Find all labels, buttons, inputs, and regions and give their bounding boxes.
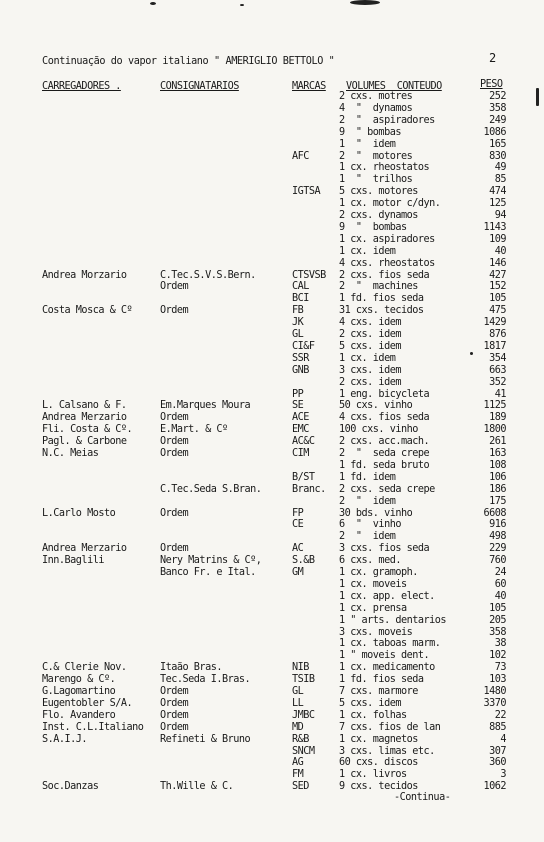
table-row	[0, 281, 544, 293]
row-peso: 354	[489, 353, 506, 364]
row-volumes: 30 bds. vinho	[339, 508, 413, 519]
table-row	[0, 293, 544, 305]
row-marca: CTSVSB	[292, 270, 326, 281]
row-volumes: 1 cx. app. elect.	[339, 591, 435, 602]
table-row	[0, 484, 544, 496]
row-volumes: 2 " motores	[339, 151, 413, 162]
row-marca: SSR	[292, 353, 309, 364]
row-consignatario: Em.Marques Moura	[160, 400, 251, 411]
row-consignatario: Nery Matrins & Cº,	[160, 555, 262, 566]
row-carregador: Flo. Avandero	[42, 710, 116, 721]
table-row	[0, 567, 544, 579]
footer-continua: -Continua-	[394, 792, 451, 803]
row-marca: PP	[292, 389, 304, 400]
table-row	[0, 603, 544, 615]
row-marca: JK	[292, 317, 304, 328]
table-row	[0, 555, 544, 567]
row-marca: R&B	[292, 734, 309, 745]
row-marca: AC&C	[292, 436, 315, 447]
row-volumes: 1 fd. fios seda	[339, 674, 424, 685]
row-peso: 85	[494, 174, 506, 185]
row-carregador: L.Carlo Mosto	[42, 508, 116, 519]
table-row	[0, 186, 544, 198]
row-volumes: 1 cx. livros	[339, 769, 407, 780]
row-consignatario: C.Tec.Seda S.Bran.	[160, 484, 262, 495]
row-peso: 1143	[483, 222, 506, 233]
row-peso: 249	[489, 115, 506, 126]
row-peso: 885	[489, 722, 506, 733]
row-marca: AC	[292, 543, 304, 554]
row-peso: 94	[494, 210, 506, 221]
row-marca: NIB	[292, 662, 309, 673]
row-peso: 49	[494, 162, 506, 173]
row-consignatario: Banco Fr. e Ital.	[160, 567, 256, 578]
row-marca: GNB	[292, 365, 309, 376]
row-volumes: 1 cx. taboas marm.	[339, 638, 441, 649]
header-peso: PESO	[480, 79, 503, 90]
row-carregador: N.C. Meias	[42, 448, 99, 459]
row-peso: 22	[494, 710, 506, 721]
row-peso: 3	[500, 769, 506, 780]
row-consignatario: E.Mart. & Cº	[160, 424, 228, 435]
scan-speck	[350, 0, 380, 5]
row-volumes: 31 cxs. tecidos	[339, 305, 424, 316]
row-peso: 40	[494, 246, 506, 257]
table-row	[0, 519, 544, 531]
row-peso: 105	[489, 603, 506, 614]
row-peso: 358	[489, 627, 506, 638]
table-row	[0, 698, 544, 710]
row-peso: 1086	[483, 127, 506, 138]
row-peso: 1800	[483, 424, 506, 435]
scan-speck	[150, 2, 156, 5]
table-row	[0, 127, 544, 139]
row-carregador: Andrea Morzario	[42, 270, 127, 281]
row-peso: 60	[494, 579, 506, 590]
row-marca: FP	[292, 508, 304, 519]
table-row	[0, 638, 544, 650]
table-row	[0, 591, 544, 603]
table-row	[0, 412, 544, 424]
row-volumes: 1 fd. fios seda	[339, 293, 424, 304]
row-peso: 163	[489, 448, 506, 459]
row-carregador: Marengo & Cº.	[42, 674, 116, 685]
row-carregador: Soc.Danzas	[42, 781, 99, 792]
row-peso: 3370	[483, 698, 506, 709]
row-volumes: 2 cxs. fios seda	[339, 270, 430, 281]
row-volumes: 1 cx. gramoph.	[339, 567, 418, 578]
row-volumes: 3 cxs. moveis	[339, 627, 413, 638]
row-consignatario: Refineti & Bruno	[160, 734, 251, 745]
row-peso: 916	[489, 519, 506, 530]
table-row	[0, 115, 544, 127]
row-peso: 189	[489, 412, 506, 423]
row-consignatario: Ordem	[160, 722, 189, 733]
row-volumes: 60 cxs. discos	[339, 757, 418, 768]
row-peso: 4	[500, 734, 506, 745]
row-peso: 109	[489, 234, 506, 245]
row-peso: 358	[489, 103, 506, 114]
table-row	[0, 139, 544, 151]
row-marca: GL	[292, 329, 304, 340]
row-volumes: 1 cx. rheostatos	[339, 162, 430, 173]
row-marca: JMBC	[292, 710, 315, 721]
row-marca: TSIB	[292, 674, 315, 685]
table-row	[0, 377, 544, 389]
row-marca: GL	[292, 686, 304, 697]
row-volumes: 5 cxs. idem	[339, 341, 401, 352]
table-row	[0, 615, 544, 627]
row-peso: 165	[489, 139, 506, 150]
row-consignatario: Ordem	[160, 710, 189, 721]
row-volumes: 2 cxs. idem	[339, 329, 401, 340]
row-peso: 205	[489, 615, 506, 626]
row-marca: IGTSA	[292, 186, 321, 197]
table-row	[0, 472, 544, 484]
table-row	[0, 436, 544, 448]
row-carregador: Andrea Merzario	[42, 412, 127, 423]
table-row	[0, 91, 544, 103]
header-carregadores: CARREGADORES .	[42, 81, 121, 92]
table-row	[0, 234, 544, 246]
row-volumes: 1 cx. aspiradores	[339, 234, 435, 245]
row-volumes: 2 " idem	[339, 531, 396, 542]
row-peso: 1062	[483, 781, 506, 792]
row-marca: BCI	[292, 293, 309, 304]
row-volumes: 3 cxs. fios seda	[339, 543, 430, 554]
row-marca: AFC	[292, 151, 309, 162]
page-number: 2	[489, 51, 497, 65]
row-carregador: Pagl. & Carbone	[42, 436, 127, 447]
header-volumes-conteudo: VOLUMES CONTEUDO	[346, 81, 442, 92]
row-peso: 876	[489, 329, 506, 340]
table-row	[0, 686, 544, 698]
row-volumes: 6 cxs. med.	[339, 555, 401, 566]
row-peso: 103	[489, 674, 506, 685]
row-consignatario: Ordem	[160, 281, 189, 292]
scan-speck	[240, 4, 244, 6]
table-row	[0, 424, 544, 436]
row-volumes: 2 cxs. seda crepe	[339, 484, 435, 495]
row-volumes: 2 " idem	[339, 496, 396, 507]
row-peso: 760	[489, 555, 506, 566]
row-consignatario: Ordem	[160, 508, 189, 519]
row-volumes: 1 " idem	[339, 139, 396, 150]
row-volumes: 1 cx. moveis	[339, 579, 407, 590]
row-consignatario: Th.Wille & C.	[160, 781, 234, 792]
header-consignatarios: CONSIGNATARIOS	[160, 81, 239, 92]
table-row	[0, 650, 544, 662]
header-marcas: MARCAS	[292, 81, 326, 92]
row-marca: AG	[292, 757, 304, 768]
row-volumes: 1 cx. idem	[339, 246, 396, 257]
row-peso: 102	[489, 650, 506, 661]
table-row	[0, 246, 544, 258]
table-row	[0, 341, 544, 353]
row-volumes: 4 cxs. idem	[339, 317, 401, 328]
row-peso: 427	[489, 270, 506, 281]
row-peso: 6608	[483, 508, 506, 519]
row-consignatario: Ordem	[160, 543, 189, 554]
table-row	[0, 198, 544, 210]
row-peso: 307	[489, 746, 506, 757]
row-peso: 175	[489, 496, 506, 507]
row-volumes: 6 " vinho	[339, 519, 401, 530]
row-volumes: 2 cxs. idem	[339, 377, 401, 388]
row-marca: FM	[292, 769, 304, 780]
table-row	[0, 162, 544, 174]
row-volumes: 1 cx. prensa	[339, 603, 407, 614]
row-marca: CI&F	[292, 341, 315, 352]
row-volumes: 9 " bombas	[339, 127, 401, 138]
table-row	[0, 531, 544, 543]
row-marca: B/ST	[292, 472, 315, 483]
row-carregador: Fli. Costa & Cº.	[42, 424, 133, 435]
row-consignatario: Ordem	[160, 412, 189, 423]
table-row	[0, 579, 544, 591]
row-volumes: 1 cx. medicamento	[339, 662, 435, 673]
row-peso: 40	[494, 591, 506, 602]
row-peso: 106	[489, 472, 506, 483]
row-volumes: 5 cxs. idem	[339, 698, 401, 709]
table-row	[0, 174, 544, 186]
table-row	[0, 317, 544, 329]
row-volumes: 1 " arts. dentarios	[339, 615, 447, 626]
row-volumes: 1 eng. bicycleta	[339, 389, 430, 400]
row-consignatario: Ordem	[160, 686, 189, 697]
table-row	[0, 496, 544, 508]
row-volumes: 7 cxs. marmore	[339, 686, 418, 697]
table-row	[0, 674, 544, 686]
row-marca: LL	[292, 698, 304, 709]
row-volumes: 2 " seda crepe	[339, 448, 430, 459]
row-peso: 663	[489, 365, 506, 376]
table-row	[0, 543, 544, 555]
row-volumes: 1 cx. magnetos	[339, 734, 418, 745]
row-peso: 475	[489, 305, 506, 316]
row-carregador: C.& Clerie Nov.	[42, 662, 127, 673]
row-volumes: 1 " trilhos	[339, 174, 413, 185]
table-row	[0, 448, 544, 460]
table-row	[0, 353, 544, 365]
row-marca: ACE	[292, 412, 309, 423]
row-peso: 152	[489, 281, 506, 292]
row-marca: FB	[292, 305, 304, 316]
row-marca: CE	[292, 519, 304, 530]
table-row	[0, 258, 544, 270]
row-peso: 229	[489, 543, 506, 554]
row-peso: 1480	[483, 686, 506, 697]
row-peso: 498	[489, 531, 506, 542]
row-peso: 41	[494, 389, 506, 400]
table-row	[0, 710, 544, 722]
row-volumes: 1 cx. idem	[339, 353, 396, 364]
row-peso: 830	[489, 151, 506, 162]
table-row	[0, 781, 544, 793]
row-volumes: 2 cxs. motres	[339, 91, 413, 102]
row-marca: CIM	[292, 448, 309, 459]
row-peso: 261	[489, 436, 506, 447]
row-peso: 252	[489, 91, 506, 102]
row-volumes: 50 cxs. vinho	[339, 400, 413, 411]
row-carregador: Eugentobler S/A.	[42, 698, 133, 709]
row-peso: 474	[489, 186, 506, 197]
row-marca: S.&B	[292, 555, 315, 566]
row-volumes: 2 cxs. dynamos	[339, 210, 418, 221]
row-volumes: 2 " machines	[339, 281, 418, 292]
row-volumes: 1 " moveis dent.	[339, 650, 430, 661]
table-row	[0, 460, 544, 472]
row-volumes: 2 " aspiradores	[339, 115, 435, 126]
table-row	[0, 722, 544, 734]
row-carregador: Inst. C.L.Italiano	[42, 722, 144, 733]
table-row	[0, 400, 544, 412]
row-peso: 73	[494, 662, 506, 673]
row-volumes: 1 cx. folhas	[339, 710, 407, 721]
row-marca: SNCM	[292, 746, 315, 757]
row-carregador: Costa Mosca & Cº	[42, 305, 133, 316]
row-marca: CAL	[292, 281, 309, 292]
table-row	[0, 734, 544, 746]
row-volumes: 2 cxs. acc.mach.	[339, 436, 430, 447]
table-row	[0, 757, 544, 769]
row-consignatario: C.Tec.S.V.S.Bern.	[160, 270, 256, 281]
table-row	[0, 305, 544, 317]
table-row	[0, 103, 544, 115]
row-consignatario: Ordem	[160, 448, 189, 459]
row-carregador: L. Calsano & F.	[42, 400, 127, 411]
row-volumes: 1 fd. idem	[339, 472, 396, 483]
row-volumes: 4 " dynamos	[339, 103, 413, 114]
row-marca: SED	[292, 781, 309, 792]
row-peso: 105	[489, 293, 506, 304]
row-marca: EMC	[292, 424, 309, 435]
row-peso: 38	[494, 638, 506, 649]
row-peso: 1125	[483, 400, 506, 411]
row-consignatario: Tec.Seda I.Bras.	[160, 674, 251, 685]
table-row	[0, 662, 544, 674]
row-peso: 186	[489, 484, 506, 495]
row-marca: Branc.	[292, 484, 326, 495]
row-carregador: Andrea Merzario	[42, 543, 127, 554]
row-volumes: 3 cxs. limas etc.	[339, 746, 435, 757]
row-volumes: 5 cxs. motores	[339, 186, 418, 197]
row-volumes: 9 " bombas	[339, 222, 407, 233]
row-marca: SE	[292, 400, 304, 411]
table-row	[0, 222, 544, 234]
row-consignatario: Itaão Bras.	[160, 662, 222, 673]
row-volumes: 3 cxs. idem	[339, 365, 401, 376]
row-volumes: 7 cxs. fios de lan	[339, 722, 441, 733]
row-marca: GM	[292, 567, 304, 578]
row-volumes: 9 cxs. tecidos	[339, 781, 418, 792]
row-carregador: Inn.Baglili	[42, 555, 104, 566]
row-volumes: 1 cx. motor c/dyn.	[339, 198, 441, 209]
row-peso: 146	[489, 258, 506, 269]
row-consignatario: Ordem	[160, 698, 189, 709]
row-peso: 352	[489, 377, 506, 388]
table-row	[0, 329, 544, 341]
row-volumes: 100 cxs. vinho	[339, 424, 418, 435]
row-consignatario: Ordem	[160, 305, 189, 316]
row-volumes: 4 cxs. rheostatos	[339, 258, 435, 269]
document-title: Continuação do vapor italiano " AMERIGLIO BETTOLO "	[42, 56, 335, 67]
row-carregador: G.Lagomartino	[42, 686, 116, 697]
row-peso: 108	[489, 460, 506, 471]
row-peso: 24	[494, 567, 506, 578]
table-row	[0, 365, 544, 377]
row-volumes: 4 cxs. fios seda	[339, 412, 430, 423]
row-carregador: S.A.I.J.	[42, 734, 88, 745]
row-peso: 1817	[483, 341, 506, 352]
row-consignatario: Ordem	[160, 436, 189, 447]
row-peso: 1429	[483, 317, 506, 328]
row-volumes: 1 fd. seda bruto	[339, 460, 430, 471]
row-peso: 125	[489, 198, 506, 209]
table-row	[0, 769, 544, 781]
row-peso: 360	[489, 757, 506, 768]
row-marca: MD	[292, 722, 304, 733]
table-row	[0, 210, 544, 222]
